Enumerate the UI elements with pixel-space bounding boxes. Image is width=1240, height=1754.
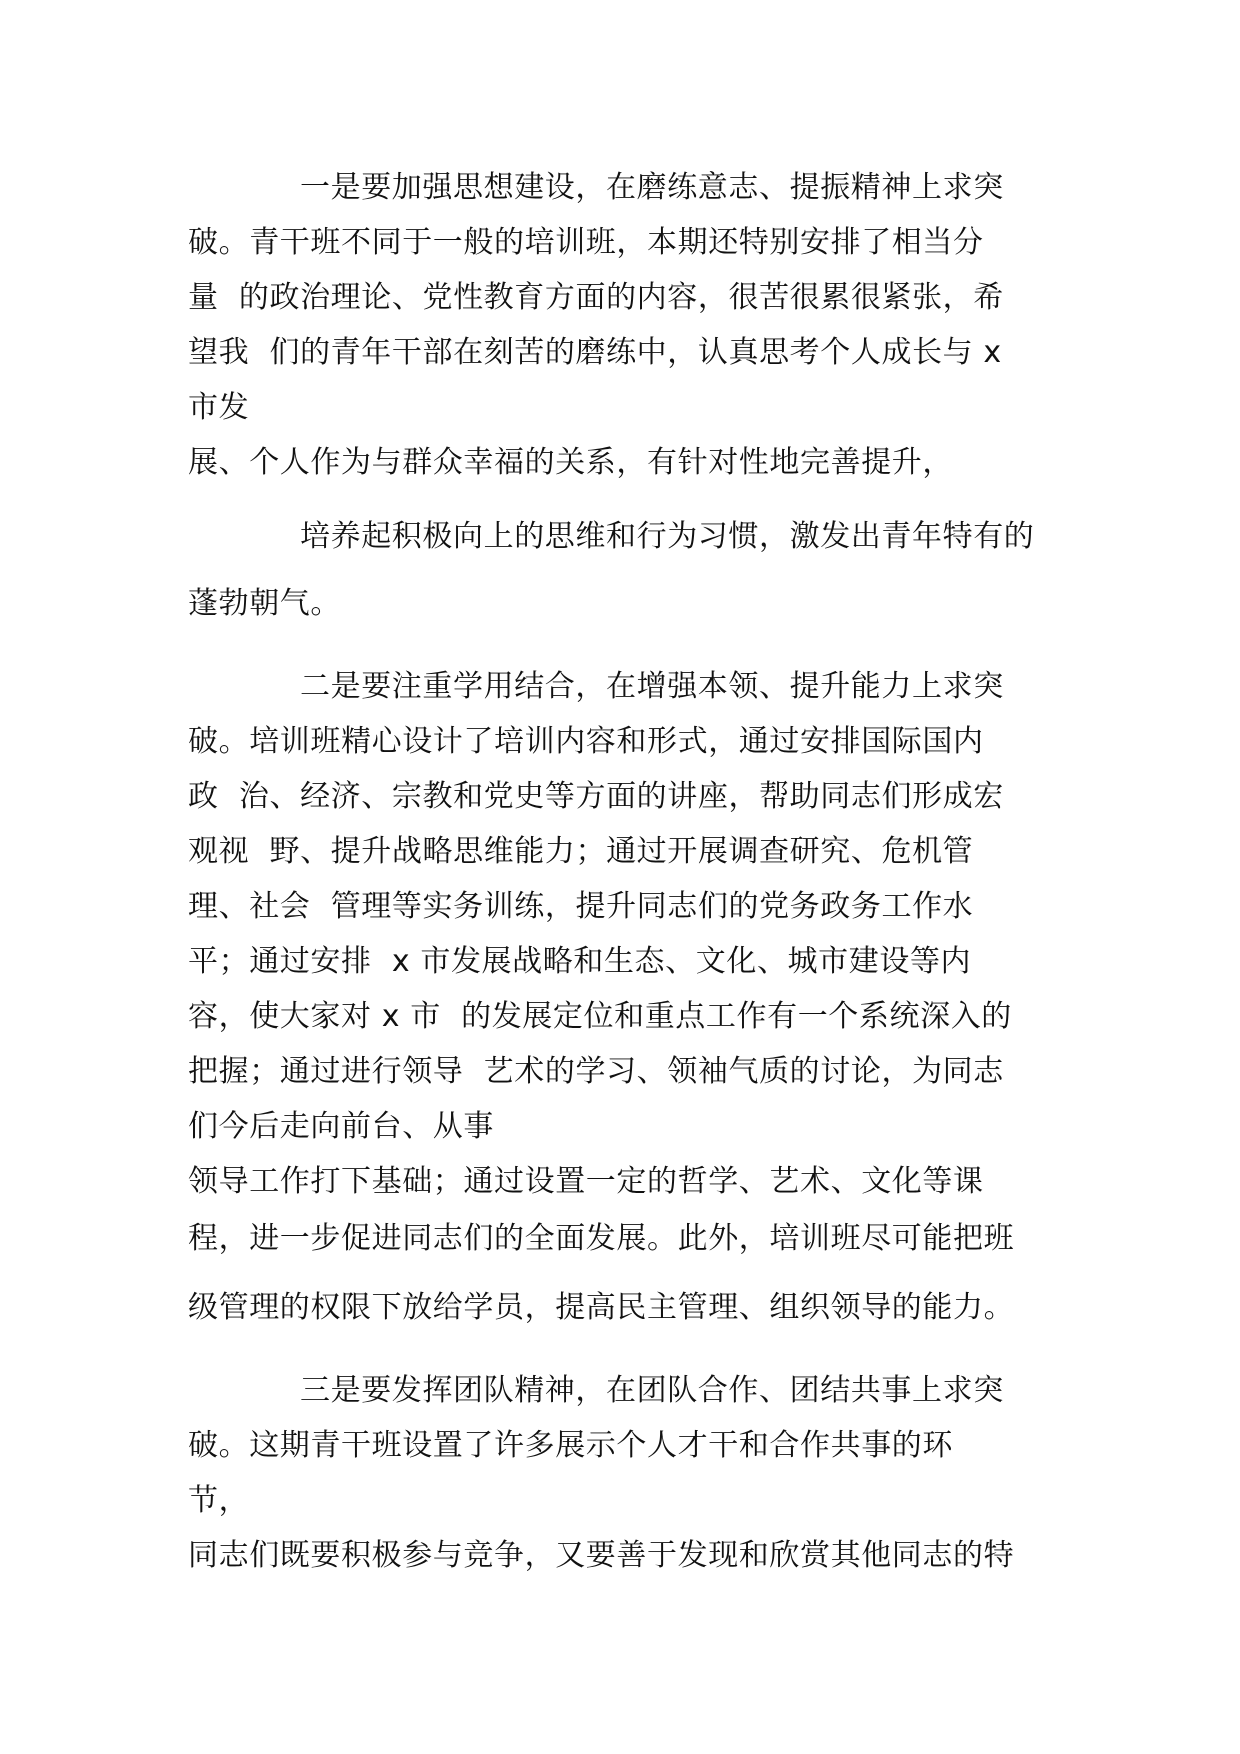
- text-line: 培养起积极向上的思维和行为习惯，激发出青年特有的: [300, 519, 1035, 554]
- text-line: 领导工作打下基础；通过设置一定的哲学、艺术、文化等课: [188, 1164, 984, 1199]
- text-line: 破。培训班精心设计了培训内容和形式，通过安排国际国内: [188, 724, 984, 759]
- text-line: 级管理的权限下放给学员，提高民主管理、组织领导的能力。: [188, 1290, 1015, 1325]
- text-line: 把握；通过进行领导 艺术的学习、领袖气质的讨论，为同志: [188, 1054, 1004, 1089]
- text-line: 二是要注重学用结合，在增强本领、提升能力上求突: [300, 669, 1004, 704]
- text-line: 程，进一步促进同志们的全面发展。此外，培训班尽可能把班: [188, 1221, 1015, 1256]
- text-line: 一是要加强思想建设，在磨练意志、提振精神上求突: [300, 170, 1004, 205]
- text-line: 破。青干班不同于一般的培训班，本期还特别安排了相当分: [188, 225, 984, 260]
- text-line: 观视 野、提升战略思维能力；通过开展调查研究、危机管: [188, 834, 974, 869]
- text-line: 破。这期青干班设置了许多展示个人才干和合作共事的环: [188, 1428, 953, 1463]
- text-line: 理、社会 管理等实务训练，提升同志们的党务政务工作水: [188, 889, 974, 924]
- text-line: 节，: [188, 1483, 250, 1518]
- text-line: 政 治、经济、宗教和党史等方面的讲座，帮助同志们形成宏: [188, 779, 1004, 814]
- text-line: 蓬勃朝气。: [188, 586, 341, 621]
- text-line: 容，使大家对 x 市 的发展定位和重点工作有一个系统深入的: [188, 999, 1012, 1034]
- text-line: 望我 们的青年干部在刻苦的磨练中，认真思考个人成长与 x: [188, 335, 1002, 370]
- text-line: 同志们既要积极参与竞争，又要善于发现和欣赏其他同志的特: [188, 1538, 1015, 1573]
- text-line: 量 的政治理论、党性教育方面的内容，很苦很累很紧张，希: [188, 280, 1004, 315]
- text-line: 市发: [188, 390, 250, 425]
- text-line: 平；通过安排 x 市发展战略和生态、文化、城市建设等内: [188, 944, 972, 979]
- text-line: 们今后走向前台、从事: [188, 1109, 494, 1144]
- text-line: 三是要发挥团队精神，在团队合作、团结共事上求突: [300, 1373, 1004, 1408]
- text-line: 展、个人作为与群众幸福的关系，有针对性地完善提升，: [188, 445, 953, 480]
